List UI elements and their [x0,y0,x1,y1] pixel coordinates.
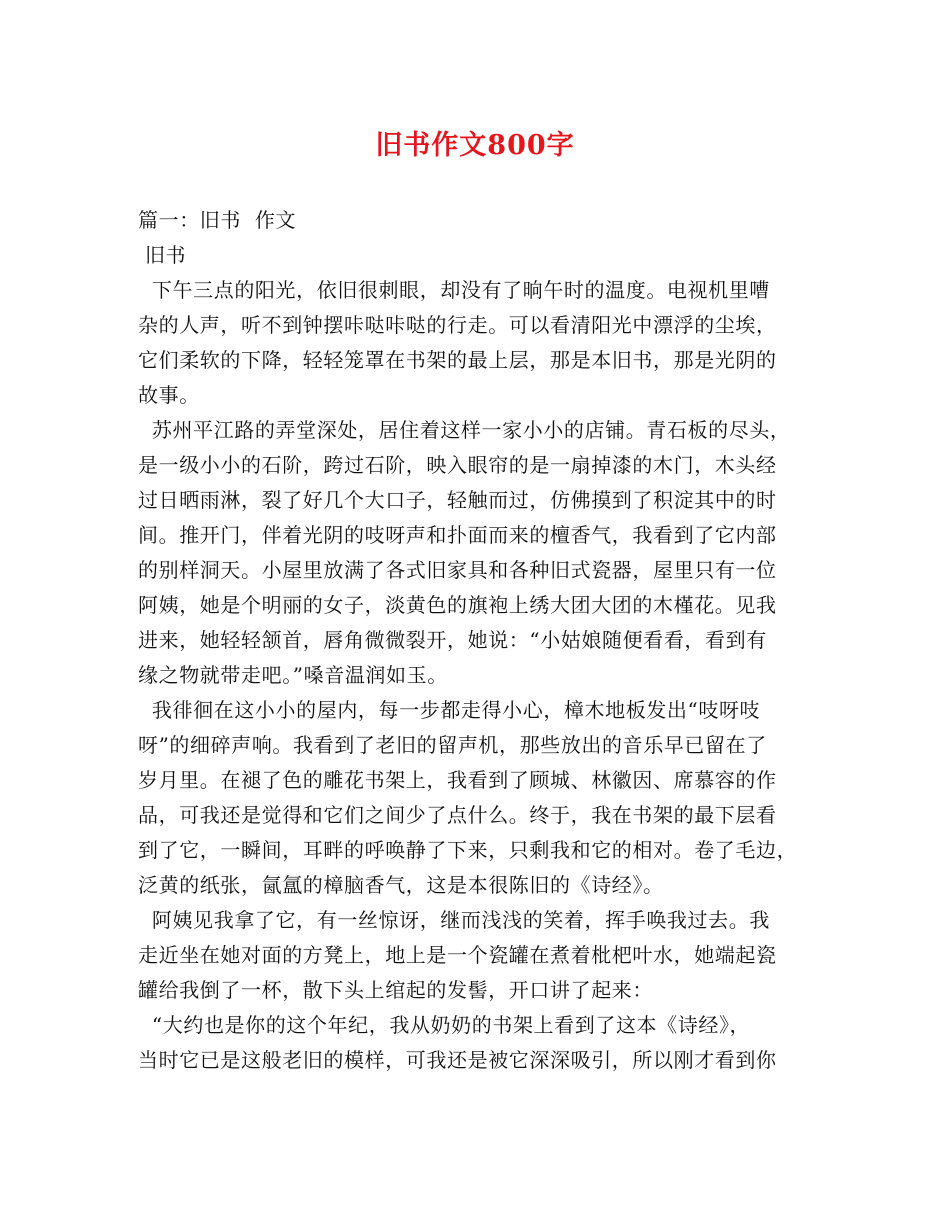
text-line: 走近坐在她对面的方凳上，地上是一个瓷罐在煮着枇杷叶水，她端起瓷 [138,943,777,967]
text-line-subtitle: 旧书 [138,243,187,267]
text-line: 的别样洞天。小屋里放满了各式旧家具和各种旧式瓷器，屋里只有一位 [138,558,777,582]
text-line: 当时它已是这般老旧的模样，可我还是被它深深吸引，所以刚才看到你 [138,1048,777,1072]
text-line: 罐给我倒了一杯，散下头上绾起的发髻，开口讲了起来： [138,978,653,1002]
text-line: 苏州平江路的弄堂深处，居住着这样一家小小的店铺。青石板的尽头， [138,418,791,442]
text-line: 是一级小小的石阶，跨过石阶，映入眼帘的是一扇掉漆的木门，木头经 [138,453,777,477]
text-line: 杂的人声，听不到钟摆咔哒咔哒的行走。可以看清阳光中漂浮的尘埃， [138,313,777,337]
text-line: 阿姨见我拿了它，有一丝惊讶，继而浅浅的笑着，挥手唤我过去。我 [138,908,770,932]
text-line: 我徘徊在这小小的屋内，每一步都走得小心，樟木地板发出“吱呀吱 [138,698,761,722]
text-line: 进来，她轻轻颔首，唇角微微裂开，她说：“小姑娘随便看看，看到有 [138,628,767,652]
text-line: 阿姨，她是个明丽的女子，淡黄色的旗袍上绣大团大团的木槿花。见我 [138,593,777,617]
text-line: 岁月里。在褪了色的雕花书架上，我看到了顾城、林徽因、席慕容的作 [138,768,777,792]
text-line: 到了它，一瞬间，耳畔的呼唤静了下来，只剩我和它的相对。卷了毛边， [138,838,798,862]
text-line: 它们柔软的下降，轻轻笼罩在书架的最上层，那是本旧书，那是光阴的 [138,348,777,372]
page-title: 旧书作文800字 [375,130,575,161]
text-line: 呀”的细碎声响。我看到了老旧的留声机，那些放出的音乐早已留在了 [138,733,767,757]
essay-body [138,203,828,1078]
text-line: 间。推开门，伴着光阴的吱呀声和扑面而来的檀香气，我看到了它内部 [138,523,777,547]
text-line-heading: 篇一：旧书 作文 [138,208,297,232]
text-line: 故事。 [138,383,200,407]
text-line: 品，可我还是觉得和它们之间少了点什么。终于，我在书架的最下层看 [138,803,777,827]
text-line: “大约也是你的这个年纪，我从奶奶的书架上看到了这本《诗经》， [138,1013,751,1037]
text-line: 泛黄的纸张，氤氲的樟脑香气，这是本很陈旧的《诗经》。 [138,873,664,897]
text-line: 下午三点的阳光，依旧很刺眼，却没有了晌午时的温度。电视机里嘈 [138,278,770,302]
text-line: 过日晒雨淋，裂了好几个大口子，轻触而过，仿佛摸到了积淀其中的时 [138,488,777,512]
text-line: 缘之物就带走吧。”嗓音温润如玉。 [138,663,448,687]
